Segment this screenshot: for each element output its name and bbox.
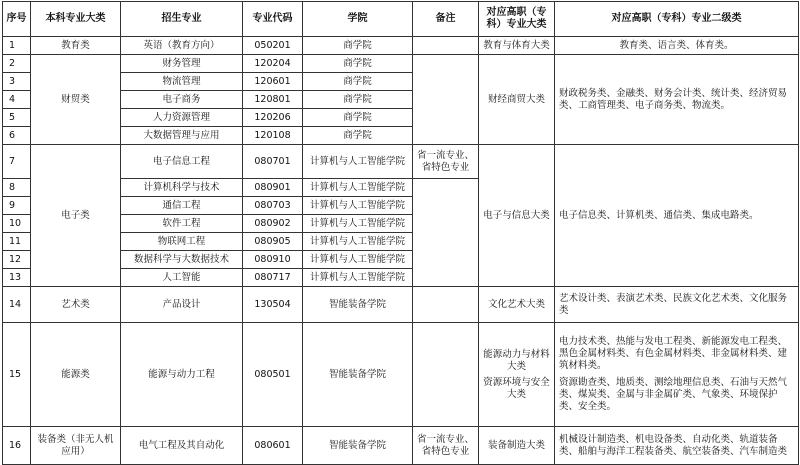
table-row <box>3 287 799 323</box>
seq-cell: 12 <box>3 251 31 269</box>
code-cell: 080701 <box>243 145 303 179</box>
remark-cell <box>413 287 479 323</box>
header-row <box>3 2 799 37</box>
remark-cell <box>413 55 479 145</box>
college-cell: 计算机与人工智能学院 <box>303 251 413 269</box>
major-cell: 物联网工程 <box>121 233 243 251</box>
category-cell: 装备类（非无人机应用） <box>31 427 121 465</box>
voc-class-cell: 装备制造大类 <box>479 427 555 465</box>
remark-cell <box>413 323 479 427</box>
code-cell: 080703 <box>243 197 303 215</box>
voc-class-energy: 能源动力与材料大类 <box>483 348 550 372</box>
code-cell: 080601 <box>243 427 303 465</box>
college-cell: 智能装备学院 <box>303 427 413 465</box>
category-cell: 能源类 <box>31 323 121 427</box>
seq-cell: 14 <box>3 287 31 323</box>
seq-cell: 15 <box>3 323 31 427</box>
seq-cell: 11 <box>3 233 31 251</box>
college-cell: 计算机与人工智能学院 <box>303 269 413 287</box>
major-cell: 大数据管理与应用 <box>121 127 243 145</box>
college-cell: 计算机与人工智能学院 <box>303 233 413 251</box>
category-cell: 电子类 <box>31 145 121 287</box>
major-cell: 电子信息工程 <box>121 145 243 179</box>
header-remark: 备注 <box>413 2 479 37</box>
major-cell: 数据科学与大数据技术 <box>121 251 243 269</box>
voc-class-cell: 文化艺术大类 <box>479 287 555 323</box>
major-cell: 能源与动力工程 <box>121 323 243 427</box>
college-cell: 智能装备学院 <box>303 323 413 427</box>
seq-cell: 9 <box>3 197 31 215</box>
table-row <box>3 145 799 179</box>
code-cell: 130504 <box>243 287 303 323</box>
table-row <box>3 323 799 427</box>
voc-sub-cell: 财政税务类、金融类、财务会计类、统计类、经济贸易类、工商管理类、电子商务类、物流类。 <box>555 55 799 145</box>
college-cell: 商学院 <box>303 37 413 55</box>
code-cell: 050201 <box>243 37 303 55</box>
voc-class-cell: 电子与信息大类 <box>479 145 555 287</box>
seq-cell: 4 <box>3 91 31 109</box>
seq-cell: 1 <box>3 37 31 55</box>
category-cell: 艺术类 <box>31 287 121 323</box>
voc-sub-cell: 电子信息类、计算机类、通信类、集成电路类。 <box>555 145 799 287</box>
seq-cell: 7 <box>3 145 31 179</box>
remark-cell: 省一流专业、省特色专业 <box>413 427 479 465</box>
major-cell: 电子商务 <box>121 91 243 109</box>
major-cell: 人工智能 <box>121 269 243 287</box>
category-cell: 教育类 <box>31 37 121 55</box>
major-cell: 物流管理 <box>121 73 243 91</box>
voc-class-cell <box>479 323 555 427</box>
code-cell: 080905 <box>243 233 303 251</box>
code-cell: 120108 <box>243 127 303 145</box>
major-cell: 软件工程 <box>121 215 243 233</box>
major-cell: 产品设计 <box>121 287 243 323</box>
voc-sub-cell: 机械设计制造类、机电设备类、自动化类、轨道装备类、船舶与海洋工程装备类、航空装备类、汽车制造类 <box>555 427 799 465</box>
college-cell: 计算机与人工智能学院 <box>303 145 413 179</box>
code-cell: 120801 <box>243 91 303 109</box>
seq-cell: 13 <box>3 269 31 287</box>
code-cell: 080501 <box>243 323 303 427</box>
remark-cell <box>413 37 479 55</box>
voc-sub-cell: 艺术设计类、表演艺术类、民族文化艺术类、文化服务类 <box>555 287 799 323</box>
code-cell: 120601 <box>243 73 303 91</box>
header-seq: 序号 <box>3 2 31 37</box>
college-cell: 计算机与人工智能学院 <box>303 179 413 197</box>
code-cell: 080902 <box>243 215 303 233</box>
seq-cell: 2 <box>3 55 31 73</box>
major-cell: 电气工程及其自动化 <box>121 427 243 465</box>
code-cell: 080910 <box>243 251 303 269</box>
voc-class-cell: 教育与体育大类 <box>479 37 555 55</box>
header-category: 本科专业大类 <box>31 2 121 37</box>
voc-sub-energy: 电力技术类、热能与发电工程类、新能源发电工程类、黑色金属材料类、有色金属材料类、非金属材料类、建筑材料类。 <box>559 336 788 371</box>
major-cell: 财务管理 <box>121 55 243 73</box>
major-cell: 人力资源管理 <box>121 109 243 127</box>
seq-cell: 16 <box>3 427 31 465</box>
college-cell: 商学院 <box>303 91 413 109</box>
college-cell: 商学院 <box>303 55 413 73</box>
major-cell: 英语（教育方向） <box>121 37 243 55</box>
college-cell: 商学院 <box>303 73 413 91</box>
voc-class-resource: 资源环境与安全大类 <box>483 376 550 400</box>
seq-cell: 8 <box>3 179 31 197</box>
voc-sub-resource: 资源勘查类、地质类、测绘地理信息类、石油与天然气类、煤炭类、金属与非金属矿类、气象类、环境保护类、安全类。 <box>559 377 788 412</box>
table-row <box>3 55 799 73</box>
voc-sub-cell <box>555 323 799 427</box>
code-cell: 120206 <box>243 109 303 127</box>
remark-cell <box>413 179 479 287</box>
major-cell: 计算机科学与技术 <box>121 179 243 197</box>
table-row <box>3 427 799 465</box>
college-cell: 商学院 <box>303 127 413 145</box>
voc-class-cell: 财经商贸大类 <box>479 55 555 145</box>
college-cell: 计算机与人工智能学院 <box>303 197 413 215</box>
seq-cell: 6 <box>3 127 31 145</box>
header-voc-class: 对应高职（专科）专业大类 <box>479 2 555 37</box>
header-major: 招生专业 <box>121 2 243 37</box>
code-cell: 080717 <box>243 269 303 287</box>
header-voc-sub: 对应高职（专科）专业二级类 <box>555 2 799 37</box>
seq-cell: 10 <box>3 215 31 233</box>
code-cell: 120204 <box>243 55 303 73</box>
header-college: 学院 <box>303 2 413 37</box>
category-cell: 财贸类 <box>31 55 121 145</box>
college-cell: 智能装备学院 <box>303 287 413 323</box>
seq-cell: 3 <box>3 73 31 91</box>
code-cell: 080901 <box>243 179 303 197</box>
seq-cell: 5 <box>3 109 31 127</box>
remark-cell: 省一流专业、省特色专业 <box>413 145 479 179</box>
major-cell: 通信工程 <box>121 197 243 215</box>
table-row <box>3 37 799 55</box>
header-code: 专业代码 <box>243 2 303 37</box>
voc-sub-cell: 教育类、语言类、体育类。 <box>555 37 799 55</box>
majors-table <box>2 1 799 465</box>
college-cell: 商学院 <box>303 109 413 127</box>
college-cell: 计算机与人工智能学院 <box>303 215 413 233</box>
